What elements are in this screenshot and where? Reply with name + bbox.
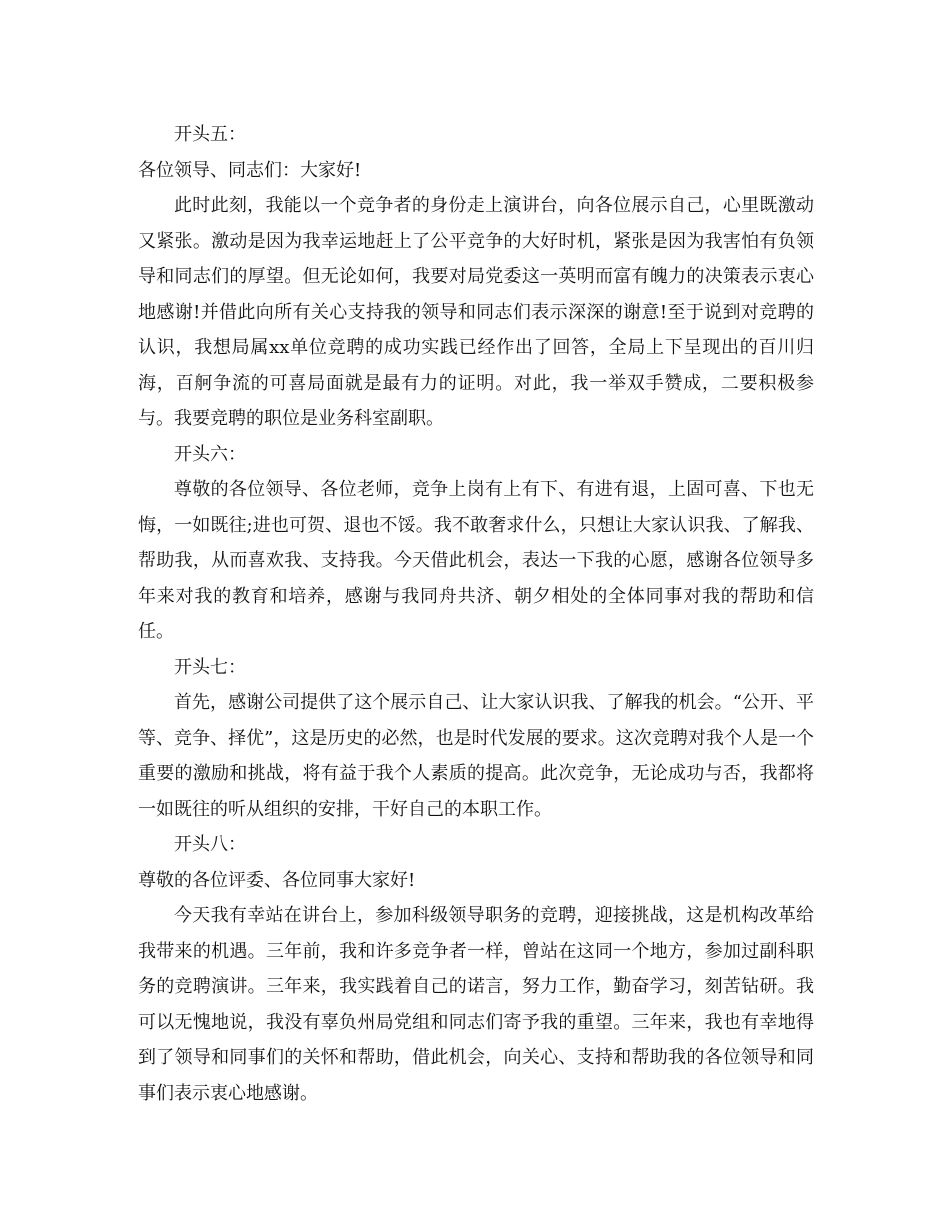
section-heading: 开头八： [174,834,246,855]
greeting-line: 各位领导、同志们：大家好! [138,159,362,181]
greeting-line: 尊敬的各位评委、各位同事大家好! [138,869,416,891]
body-paragraph: 此时此刻，我能以一个竞争者的身份走上演讲台，向各位展示自己，心里既激动又紧张。激动是因为我幸运地赶上了公平竞争的大好时机，紧张是因为我害怕有负领导和同志们的厚望。但无论如何，我要对局党委这一英明而富有魄力的决策表示衷心地感谢!并借此向所有关心支持我的领导和同志们表示深深的谢意!至于说到对竞聘的认识，我想局属xx单位竞聘的成功实践已经作出了回答，全局上下呈现出的百川归海，百舸争流的可喜局面就是最有力的证明。对此，我一举双手赞成，二要积极参与。我要竞聘的职位是业务科室副职。 [138,195,814,429]
section-heading: 开头六： [174,443,246,465]
body-paragraph: 尊敬的各位领导、各位老师，竞争上岗有上有下、有进有退，上固可喜、下也无悔，一如既往;进也可贺、退也不馁。我不敢奢求什么，只想让大家认识我、了解我、帮助我，从而喜欢我、支持我。今天借此机会，表达一下我的心愿，感谢各位领导多年来对我的教育和培养，感谢与我同舟共济、朝夕相处的全体同事对我的帮助和信任。 [138,479,814,642]
section-heading: 开头五： [174,124,246,145]
document-body [138,117,814,1111]
body-paragraph: 首先，感谢公司提供了这个展示自己、让大家认识我、了解我的机会。“公开、平等、竞争、择优”，这是历史的必然，也是时代发展的要求。这次竞聘对我个人是一个重要的激励和挑战，将有益于我个人素质的提高。此次竞争，无论成功与否，我都将一如既往的听从组织的安排，干好自己的本职工作。 [138,692,814,820]
body-paragraph: 今天我有幸站在讲台上，参加科级领导职务的竞聘，迎接挑战，这是机构改革给我带来的机遇。三年前，我和许多竞争者一样，曾站在这同一个地方，参加过副科职务的竞聘演讲。三年来，我实践着自己的诺言，努力工作，勤奋学习，刻苦钻研。我可以无愧地说，我没有辜负州局党组和同志们寄予我的重望。三年来，我也有幸地得到了领导和同事们的关怀和帮助，借此机会，向关心、支持和帮助我的各位领导和同事们表示衷心地感谢。 [138,905,814,1104]
section-heading: 开头七： [174,656,246,678]
